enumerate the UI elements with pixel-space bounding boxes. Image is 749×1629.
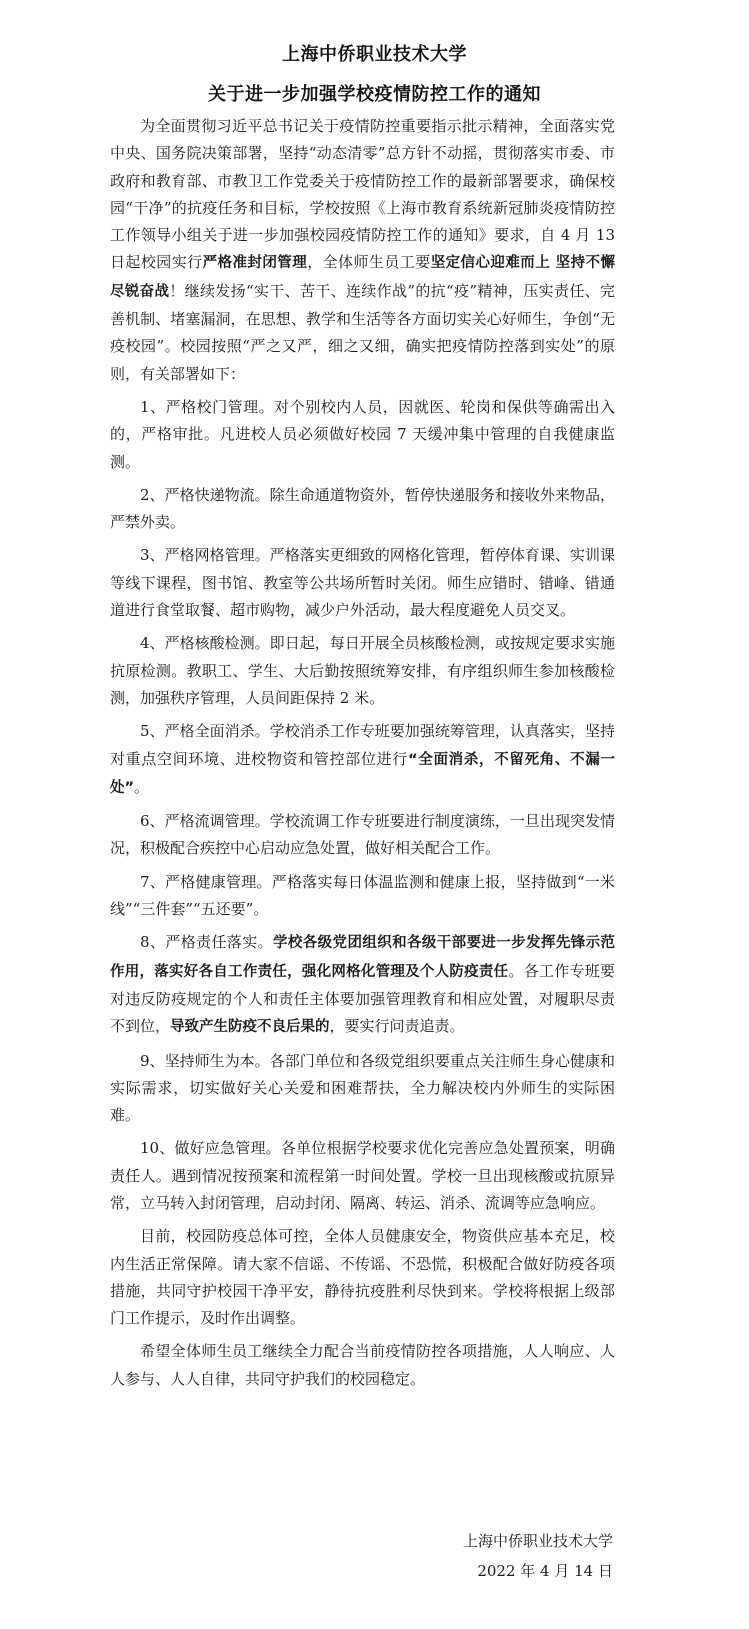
document-body — [110, 113, 615, 1399]
item-8-end: ，要实行问责追责。 — [329, 1017, 465, 1036]
item-10: 10、做好应急管理。各单位根据学校要求优化完善应急处置预案，明确责任人。遇到情况按预案和流程第一时间处置。学校一旦出现核酸或抗原异常，立马转入封闭管理，启动封闭、隔离、转运、消杀、流调等应急响应。 — [110, 1139, 615, 1212]
closing-paragraph-2: 希望全体师生员工继续全力配合当前疫情防控各项措施，人人响应、人人参与、人人自律，共同守护我们的校园稳定。 — [110, 1342, 615, 1388]
closing-paragraph-1: 目前，校园防疫总体可控，全体人员健康安全，物资供应基本充足，校内生活正常保障。请大家不信谣、不传谣、不恐慌，积极配合做好防疫各项措施，共同守护校园干净平安，静待抗疫胜利尽快到来。学校将根据上级部门工作提示，及时作出调整。 — [110, 1227, 615, 1328]
intro-bold-2: 坚定信心迎难而上 坚持不懈尽锐奋战 — [110, 255, 615, 300]
item-9: 9、坚持师生为本。各部门单位和各级党组织要重点关注师生身心健康和实际需求，切实做好关心关爱和困难帮扶，全力解决校内外师生的实际困难。 — [110, 1051, 615, 1125]
item-5-bold: “全面消杀，不留死角、不漏一处” — [110, 751, 615, 796]
item-5-end: 。 — [134, 777, 150, 796]
item-8-lead: 8、严格责任落实。 — [140, 933, 274, 952]
item-8-bold-2: 导致产生防疫不良后果的 — [170, 1019, 330, 1036]
document-subtitle: 关于进一步加强学校疫情防控工作的通知 — [208, 84, 541, 105]
item-5-text: 5、严格全面消杀。学校消杀工作专班要加强统筹管理，认真落实，坚持对重点空间环境、进校物资和管控部位进行 — [110, 722, 615, 768]
item-7: 7、严格健康管理。严格落实每日体温监测和健康上报，坚持做到“一米线”“三件套”“五还要”。 — [110, 872, 615, 919]
intro-bold-1: 严格准封闭管理 — [202, 255, 308, 272]
item-2: 2、严格快递物流。除生命通道物资外，暂停快递服务和接收外来物品，严禁外卖。 — [110, 485, 615, 532]
item-8 — [110, 929, 615, 1041]
item-6: 6、严格流调管理。学校流调工作专班要进行制度演练，一旦出现突发情况，积极配合疾控中心启动应急处置，做好相关配合工作。 — [110, 812, 615, 858]
item-8-bold-1: 学校各级党团组织和各级干部要进一步发挥先锋示范作用，落实好各自工作责任，强化网格化管理及个人防疫责任 — [110, 935, 615, 980]
intro-text-2: ，全体师生员工要 — [307, 253, 431, 272]
intro-text-3: ！继续发扬“实干、苦干、连续作战”的抗“疫”精神，压实责任、完善机制、堵塞漏洞，在思想、教学和生活等各方面切实关心好师生，争创“无疫校园”。校园按照“严之又严，细之又细，确实把疫情防控落到实处”的原则，有关部署如下： — [110, 281, 616, 383]
item-5 — [110, 718, 615, 802]
intro-paragraph — [110, 113, 615, 388]
signature-organization: 上海中侨职业技术大学 — [462, 1532, 613, 1550]
document-title: 上海中侨职业技术大学 — [282, 44, 467, 65]
intro-text-1: 为全面贯彻习近平总书记关于疫情防控重要指示批示精神，全面落实党中央、国务院决策部署，坚持“动态清零”总方针不动摇，贯彻落实市委、市政府和教育部、市教卫工作党委关于疫情防控工作的最新部署要求，确保校园“干净”的抗疫任务和目标，学校按照《上海市教育系统新冠肺炎疫情防控工作领导小组关于进一步加强校园疫情防控工作的通知》要求，自 4 月 13 日起校园实行 — [110, 117, 615, 272]
item-8-text: 。各工作专班要对违反防疫规定的个人和责任主体要加强管理教育和相应处置，对履职尽责不到位， — [110, 961, 615, 1036]
item-1: 1、严格校门管理。对个别校内人员，因就医、轮岗和保供等确需出入的，严格审批。凡进校人员必须做好校园 7 天缓冲集中管理的自我健康监测。 — [110, 397, 615, 471]
signature-date: 2022 年 4 月 14 日 — [477, 1562, 613, 1580]
item-3: 3、严格网格管理。严格落实更细致的网格化管理，暂停体育课、实训课等线下课程，图书馆、教室等公共场所暂时关闭。师生应错时、错峰、错通道进行食堂取餐、超市购物，减少户外活动，最大程度避免人员交叉。 — [110, 546, 615, 620]
item-4: 4、严格核酸检测。即日起，每日开展全员核酸检测，或按规定要求实施抗原检测。教职工、学生、大后勤按照统筹安排，有序组织师生参加核酸检测，加强秩序管理，人员间距保持 2 米。 — [110, 634, 615, 707]
